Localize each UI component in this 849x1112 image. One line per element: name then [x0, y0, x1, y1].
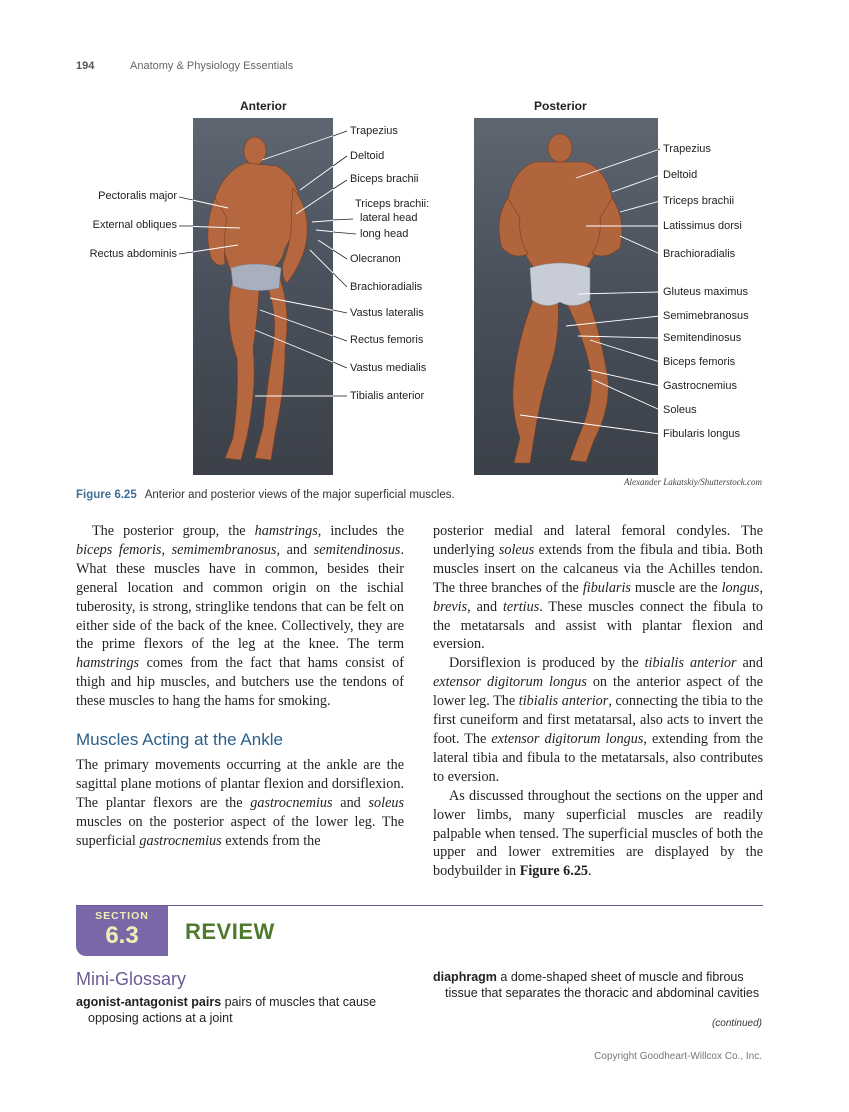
continued-note: (continued) [711, 1018, 762, 1029]
label-post-deltoid: Deltoid [663, 169, 698, 181]
paragraph-condyles: posterior medial and lateral femoral condyles. The underlying soleus extends from the fibula and tibia. Both muscles insert on the calcaneus via the Achilles tendon. The three branches of the fibularis muscle are the longus, brevis, and tertius. These muscles connect the fibula to the metatarsals and assist with plantar flexion and eversion. [433, 523, 763, 653]
figure-caption-text: Anterior and posterior views of the major superficial muscles. [144, 489, 455, 501]
label-ant-rectus-femoris: Rectus femoris [350, 334, 424, 346]
section-label: SECTION [95, 910, 149, 922]
paragraph-dorsiflexion: Dorsiflexion is produced by the tibialis anterior and extensor digitorum longus on the anterior aspect of the lower leg. The tibialis anterior, connecting the tibia to the first cuneiform and first metatarsal, also acts to invert the foot. The extensor digitorum longus, extending from the lateral tibia and fibula to the metatarsals, also contributes to eversion. [433, 655, 764, 785]
section-heading: Muscles Acting at the Ankle [76, 730, 283, 750]
figure-caption [76, 489, 455, 501]
label-post-gluteus-maximus: Gluteus maximus [663, 286, 748, 298]
label-post-trapezius: Trapezius [663, 143, 711, 155]
section-number: 6.3 [105, 922, 139, 949]
label-ant-biceps-brachii: Biceps brachii [350, 173, 419, 185]
label-post-biceps-femoris: Biceps femoris [663, 356, 736, 368]
glossary-definition: a dome-shaped sheet of muscle and fibrous tissue that separates the thoracic and abdominal cavities [445, 970, 760, 1000]
label-post-fibularis-longus: Fibularis longus [663, 428, 741, 440]
label-ant-brachioradialis: Brachioradialis [350, 281, 423, 293]
label-post-semimebranosus: Semimebranosus [663, 310, 749, 322]
label-ant-tibialis-anterior: Tibialis anterior [350, 390, 425, 402]
body-right-column [433, 522, 763, 881]
label-ant-trapezius: Trapezius [350, 125, 398, 137]
label-post-gastrocnemius: Gastrocnemius [663, 380, 737, 392]
glossary-term: diaphragm [433, 970, 497, 984]
page-number: 194 [76, 60, 95, 72]
glossary-entry [76, 995, 406, 1026]
label-ant-olecranon: Olecranon [350, 253, 401, 265]
anterior-title: Anterior [240, 99, 287, 113]
glossary-definition: pairs of muscles that cause opposing actions at a joint [88, 995, 377, 1025]
label-ant-deltoid: Deltoid [350, 150, 385, 162]
running-header: Anatomy & Physiology Essentials [130, 60, 294, 72]
paragraph-hamstrings: The posterior group, the hamstrings, includes the biceps femoris, semimembranosus, and semitendinosus. What these muscles have in common, besides their general location and common origin on the ischial tuberosity, is strong, stringlike tendons that can be felt on either side of the back of the knee. Collectively, they are the prime flexors of the leg at the knee. The term hamstrings comes from the fact that hams consist of thigh and hip muscles, and butchers use the tendons of these muscles to hang the hams for smoking. [76, 523, 404, 710]
figure-leader-lines [0, 0, 849, 480]
section-badge [76, 906, 168, 956]
label-ant-vastus-medialis: Vastus medialis [350, 362, 427, 374]
label-post-triceps-brachii: Triceps brachii [663, 195, 735, 207]
mini-glossary-title: Mini-Glossary [76, 969, 187, 989]
photo-credit: Alexander Lakatskiy/Shutterstock.com [624, 477, 762, 487]
label-post-latissimus-dorsi: Latissimus dorsi [663, 220, 742, 232]
label-post-semitendinosus: Semitendinosus [663, 332, 742, 344]
label-ant-triceps-brachii: Triceps brachii: [355, 198, 430, 210]
label-ant-vastus-lateralis: Vastus lateralis [350, 307, 424, 319]
body-left-column [76, 522, 404, 851]
glossary-entry [433, 970, 763, 1001]
label-rectus-abdominis: Rectus abdominis [89, 248, 177, 260]
glossary-term: agonist-antagonist pairs [76, 995, 222, 1009]
paragraph-palpable: As discussed throughout the sections on the upper and lower limbs, many superficial muscles are readily palpable when tensed. The superficial muscles of both the upper and lower extremities are displayed by the bodybuilder in Figure 6.25. [433, 787, 763, 880]
label-pectoralis-major: Pectoralis major [98, 190, 177, 202]
paragraph-ankle: The primary movements occurring at the ankle are the sagittal plane motions of plantar flexion and dorsiflexion. The plantar flexors are the gastrocnemius and soleus muscles on the posterior aspect of the lower leg. The superficial gastrocnemius extends from the [76, 756, 404, 849]
label-external-obliques: External obliques [92, 219, 177, 231]
label-ant-long-head: long head [360, 228, 409, 240]
label-post-brachioradialis: Brachioradialis [663, 248, 736, 260]
figure-number: Figure 6.25 [76, 489, 137, 501]
posterior-title: Posterior [534, 99, 587, 113]
label-post-soleus: Soleus [663, 404, 697, 416]
review-title: REVIEW [185, 919, 275, 944]
section-divider [76, 905, 763, 906]
copyright: Copyright Goodheart-Willcox Co., Inc. [594, 1051, 762, 1062]
label-ant-lateral-head: lateral head [360, 212, 418, 224]
